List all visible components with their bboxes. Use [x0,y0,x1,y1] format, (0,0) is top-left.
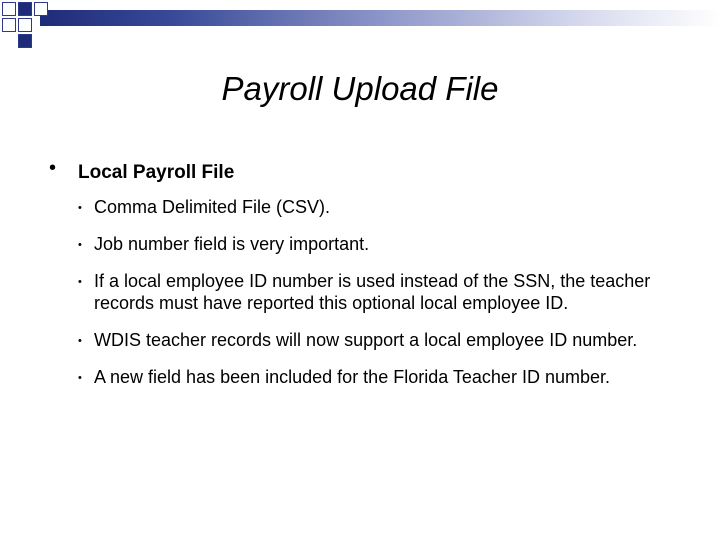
bullet-icon: • [78,202,82,214]
bullet-icon: • [78,239,82,251]
list-item [78,270,678,314]
bullet-icon: • [78,372,82,384]
list-item-text: WDIS teacher records will now support a local employee ID number. [94,330,638,350]
list-item [78,196,678,218]
list-item [78,366,678,388]
bullet-icon: • [49,157,57,179]
list-item-text: A new field has been included for the Florida Teacher ID number. [94,367,610,387]
list-item-text: Comma Delimited File (CSV). [94,197,331,217]
bullet-icon: • [78,335,82,347]
decor-square [34,2,48,16]
list-item-text: Job number field is very important. [94,234,370,254]
decor-square [2,18,16,32]
list-item [78,233,678,255]
header-gradient-bar [40,10,720,26]
main-bullet-label: Local Payroll File [78,162,235,183]
list-item-text: If a local employee ID number is used instead of the SSN, the teacher records must have reported this optional local employee ID. [94,271,651,313]
decor-square [18,2,32,16]
decor-square [18,34,32,48]
list-item [78,329,678,351]
decor-square [18,18,32,32]
slide-title: Payroll Upload File [221,70,499,107]
decor-square [2,2,16,16]
sub-bullet-list [78,196,678,403]
bullet-icon: • [78,276,82,288]
